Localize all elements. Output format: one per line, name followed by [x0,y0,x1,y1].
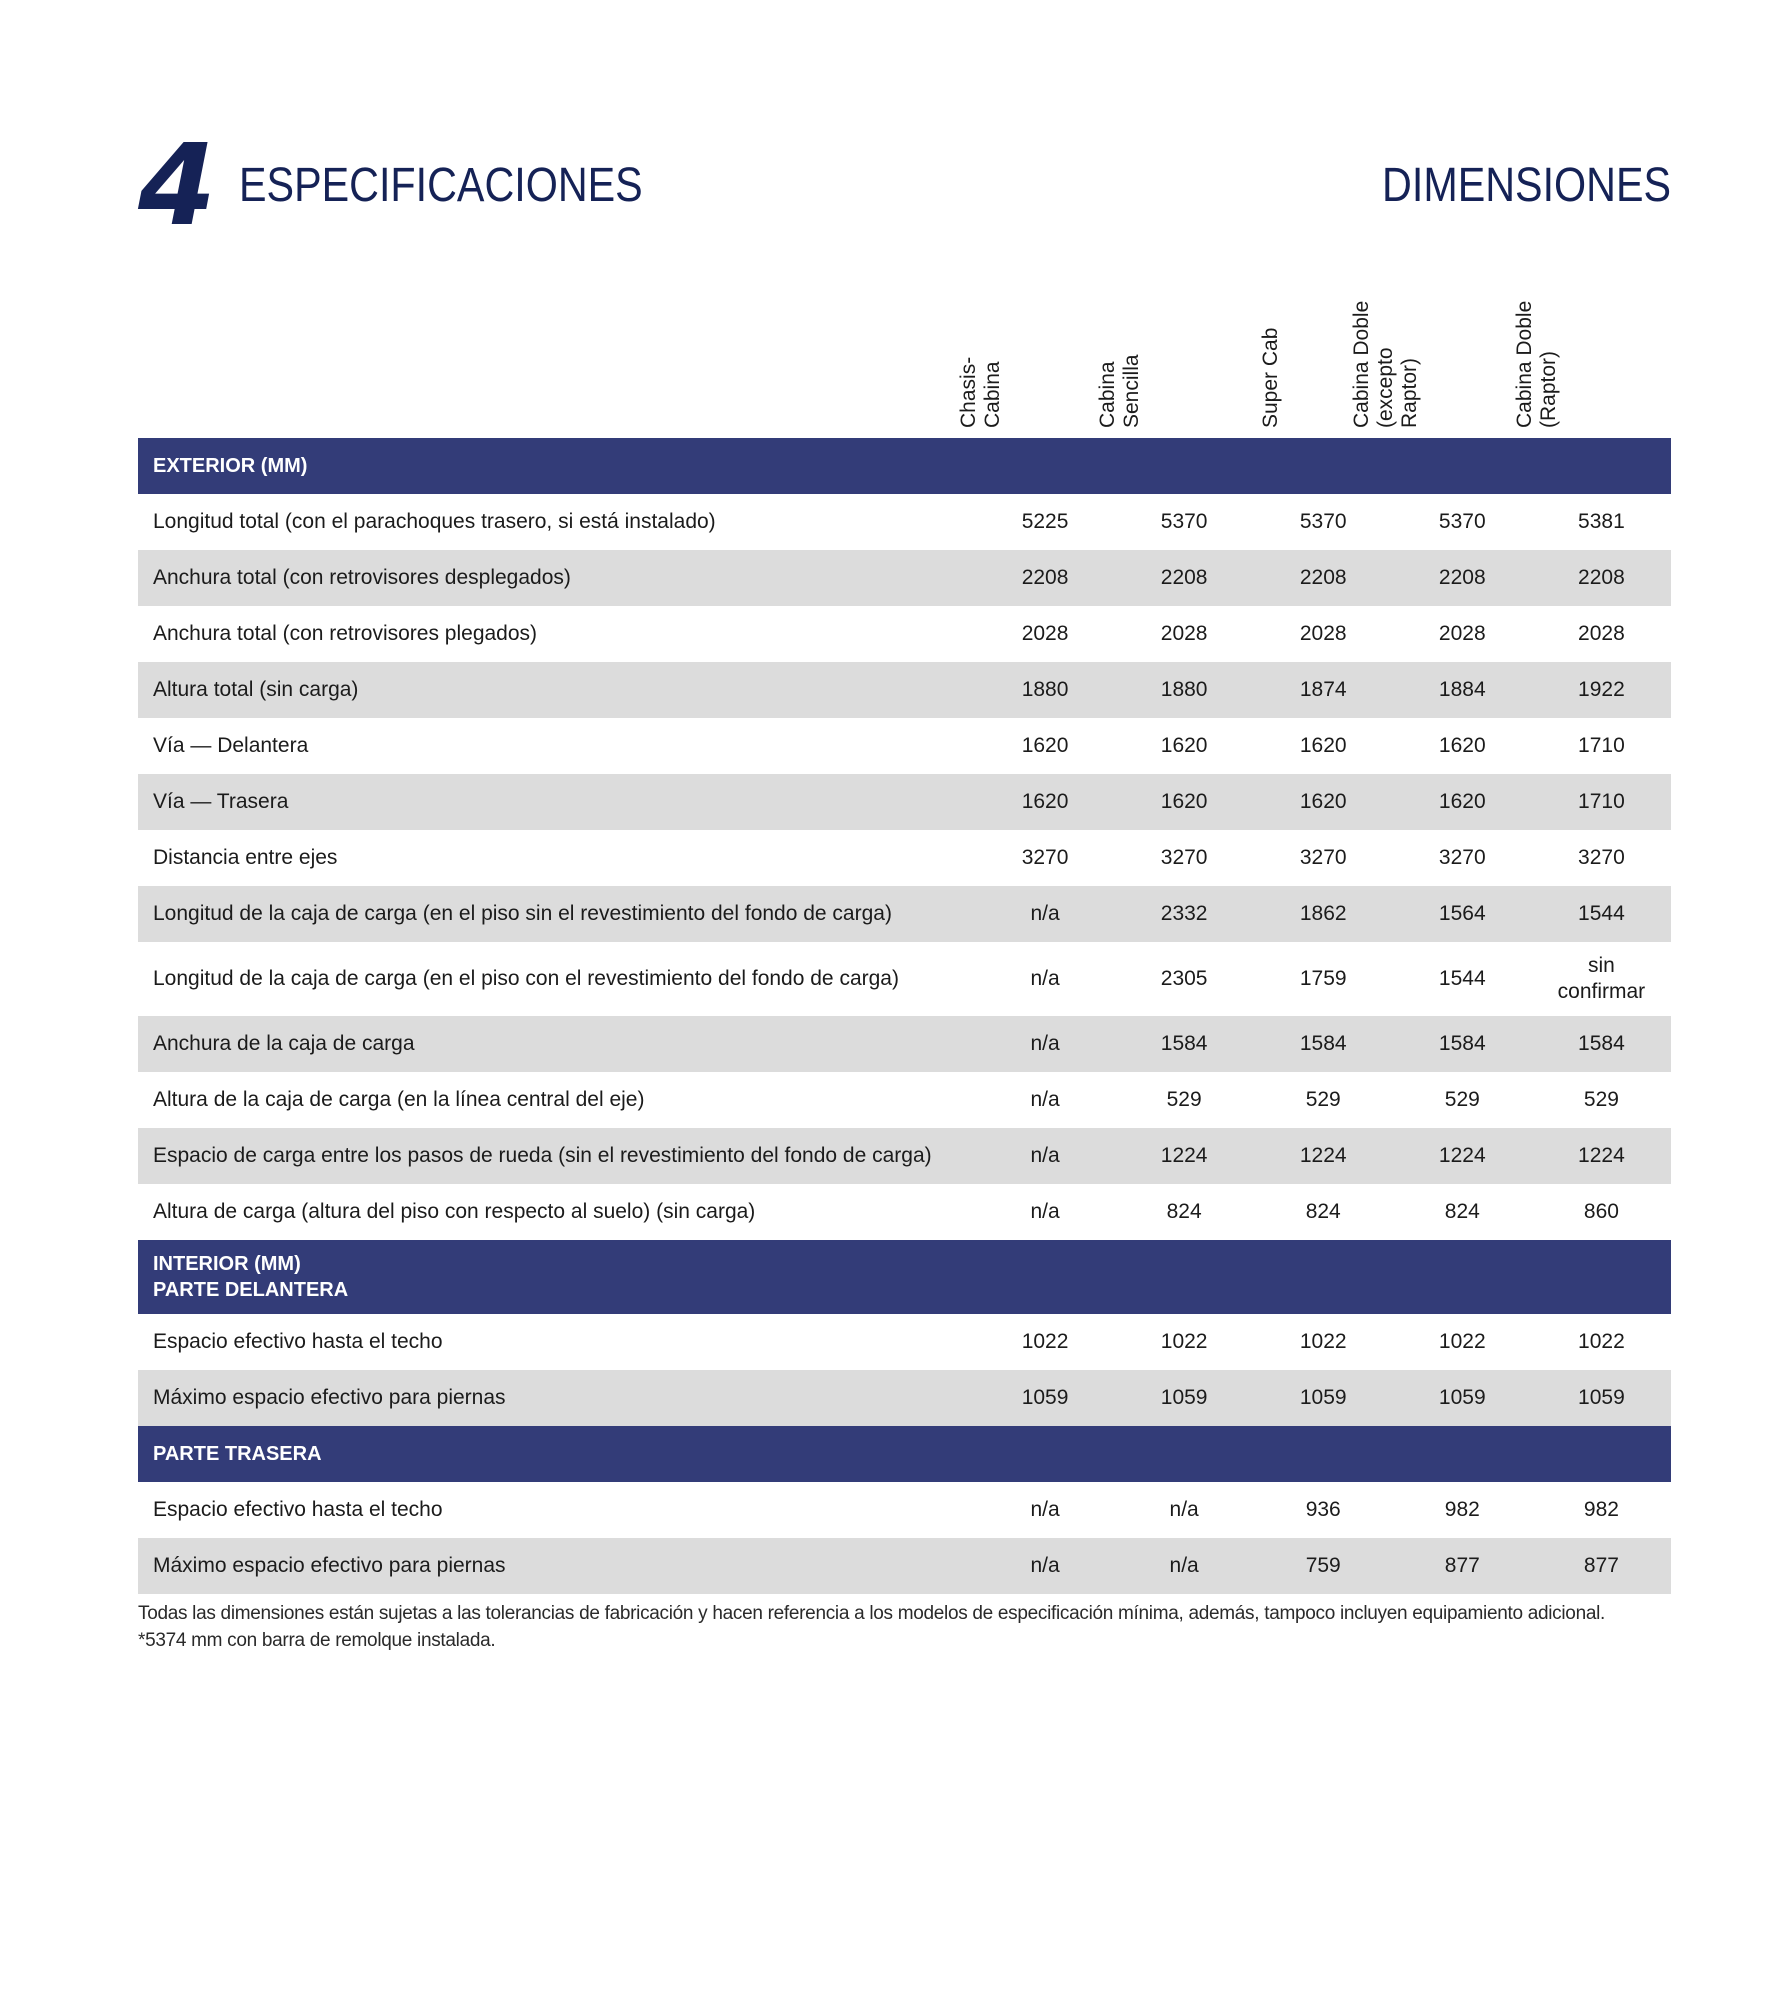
row-value: 5370 [1393,494,1532,550]
table-row [138,1128,1671,1184]
page-header [138,121,1671,251]
column-header-label: Cabina Doble (Raptor) [1513,300,1560,428]
table-row [138,942,1671,1016]
row-value: 1874 [1254,662,1393,718]
row-value: 2305 [1115,942,1254,1016]
row-value: 1544 [1393,942,1532,1016]
row-value: 759 [1254,1538,1393,1594]
row-value: 1059 [1532,1370,1671,1426]
row-value: 982 [1532,1482,1671,1538]
table-row [138,550,1671,606]
table-row [138,1314,1671,1370]
row-value: 2028 [1393,606,1532,662]
row-value: 1880 [1115,662,1254,718]
row-value: 1710 [1532,718,1671,774]
section-header-row [138,1240,1671,1314]
table-row [138,718,1671,774]
row-value: 529 [1393,1072,1532,1128]
row-value: 877 [1532,1538,1671,1594]
row-value: 824 [1254,1184,1393,1240]
row-label: Altura de carga (altura del piso con respecto al suelo) (sin carga) [138,1184,976,1240]
table-row [138,662,1671,718]
row-label: Vía — Trasera [138,774,976,830]
footnote: Todas las dimensiones están sujetas a las tolerancias de fabricación y hacen referencia a los modelos de especificación mínima, además, tampoco incluyen equipamiento adicional. *5374 mm con barra de remolque instalada. [138,1603,1605,1651]
row-value: 2028 [1115,606,1254,662]
row-value: 529 [1532,1072,1671,1128]
row-value: 936 [1254,1482,1393,1538]
row-value: 1620 [1254,718,1393,774]
row-value: 1224 [1532,1128,1671,1184]
row-value: 2208 [1254,550,1393,606]
section-number: 4 [138,121,212,251]
row-value: 3270 [1254,830,1393,886]
row-value: 1564 [1393,886,1532,942]
row-value: 1059 [1254,1370,1393,1426]
row-value: 824 [1115,1184,1254,1240]
row-value: 5370 [1254,494,1393,550]
section-title: ESPECIFICACIONES [239,159,643,212]
row-value: 1759 [1254,942,1393,1016]
row-value: n/a [976,886,1115,942]
row-value: 1224 [1115,1128,1254,1184]
table-row [138,494,1671,550]
table-row [138,1072,1671,1128]
row-value: 1922 [1532,662,1671,718]
row-value: 1584 [1393,1016,1532,1072]
table-row [138,1538,1671,1594]
row-label: Altura total (sin carga) [138,662,976,718]
section-header-label: INTERIOR (MM) PARTE DELANTERA [138,1240,1671,1314]
row-value: 1862 [1254,886,1393,942]
row-value: n/a [976,1072,1115,1128]
row-value: 5381 [1532,494,1671,550]
row-value: 1544 [1532,886,1671,942]
row-value: 1022 [1532,1314,1671,1370]
column-header-label: Chasis- Cabina [957,356,1004,428]
section-header-row [138,1426,1671,1482]
row-value: 2208 [1532,550,1671,606]
row-value: n/a [1115,1482,1254,1538]
table-row [138,1370,1671,1426]
row-value: 2028 [1254,606,1393,662]
table-row [138,606,1671,662]
table-row [138,1184,1671,1240]
row-value: 1620 [976,718,1115,774]
row-value: 3270 [1115,830,1254,886]
row-value: 529 [1254,1072,1393,1128]
row-value: 2028 [1532,606,1671,662]
row-label: Altura de la caja de carga (en la línea central del eje) [138,1072,976,1128]
row-value: 860 [1532,1184,1671,1240]
row-value: n/a [976,942,1115,1016]
dimensions-table [138,438,1671,1594]
row-value: 1059 [1393,1370,1532,1426]
column-headers [138,290,1671,432]
row-value: 1224 [1254,1128,1393,1184]
row-value: n/a [976,1538,1115,1594]
row-value: 1584 [1115,1016,1254,1072]
row-label: Anchura de la caja de carga [138,1016,976,1072]
row-value: 1620 [1393,718,1532,774]
row-value: 1022 [1115,1314,1254,1370]
row-value: 1224 [1393,1128,1532,1184]
row-value: 982 [1393,1482,1532,1538]
row-value: 1584 [1532,1016,1671,1072]
row-label: Longitud total (con el parachoques trasero, si está instalado) [138,494,976,550]
row-value: 1022 [976,1314,1115,1370]
row-value: 5370 [1115,494,1254,550]
row-value: 824 [1393,1184,1532,1240]
row-value: n/a [976,1482,1115,1538]
row-value: 2208 [1393,550,1532,606]
row-value: 3270 [1532,830,1671,886]
row-value: 877 [1393,1538,1532,1594]
row-label: Anchura total (con retrovisores plegados) [138,606,976,662]
row-value: n/a [976,1184,1115,1240]
row-value: 1620 [1393,774,1532,830]
row-value: 1884 [1393,662,1532,718]
row-value: 5225 [976,494,1115,550]
row-value: 1620 [976,774,1115,830]
column-header-label: Cabina Sencilla [1096,354,1143,428]
row-label: Longitud de la caja de carga (en el piso con el revestimiento del fondo de carga) [138,942,976,1016]
table-row [138,1482,1671,1538]
row-value: 1620 [1254,774,1393,830]
table-row [138,1016,1671,1072]
row-value: sin confirmar [1532,942,1671,1016]
row-label: Vía — Delantera [138,718,976,774]
row-label: Longitud de la caja de carga (en el piso sin el revestimiento del fondo de carga) [138,886,976,942]
row-value: n/a [1115,1538,1254,1594]
row-value: 1880 [976,662,1115,718]
row-value: 1710 [1532,774,1671,830]
row-value: 1584 [1254,1016,1393,1072]
page-title: DIMENSIONES [1381,159,1671,212]
row-label: Anchura total (con retrovisores desplegados) [138,550,976,606]
column-header-label: Cabina Doble (excepto Raptor) [1350,300,1421,428]
row-label: Máximo espacio efectivo para piernas [138,1370,976,1426]
section-header-row [138,438,1671,494]
row-value: 1022 [1254,1314,1393,1370]
row-value: n/a [976,1016,1115,1072]
row-value: 2332 [1115,886,1254,942]
column-header-label: Super Cab [1259,327,1282,428]
table-row [138,830,1671,886]
section-header-label: EXTERIOR (MM) [138,438,1671,494]
row-label: Espacio efectivo hasta el techo [138,1314,976,1370]
row-label: Espacio de carga entre los pasos de rueda (sin el revestimiento del fondo de carga) [138,1128,976,1184]
row-value: 2028 [976,606,1115,662]
table-row [138,774,1671,830]
column-header-cabina-doble-raptor [1513,288,1701,428]
dimensions-table-body [138,438,1671,1594]
row-value: 529 [1115,1072,1254,1128]
row-label: Distancia entre ejes [138,830,976,886]
row-value: 1059 [976,1370,1115,1426]
row-value: 1059 [1115,1370,1254,1426]
row-value: n/a [976,1128,1115,1184]
row-value: 1620 [1115,718,1254,774]
row-value: 3270 [1393,830,1532,886]
row-value: 2208 [976,550,1115,606]
row-value: 1022 [1393,1314,1532,1370]
row-value: 1620 [1115,774,1254,830]
row-label: Máximo espacio efectivo para piernas [138,1538,976,1594]
row-value: 2208 [1115,550,1254,606]
section-header-label: PARTE TRASERA [138,1426,1671,1482]
table-row [138,886,1671,942]
row-value: 3270 [976,830,1115,886]
row-label: Espacio efectivo hasta el techo [138,1482,976,1538]
